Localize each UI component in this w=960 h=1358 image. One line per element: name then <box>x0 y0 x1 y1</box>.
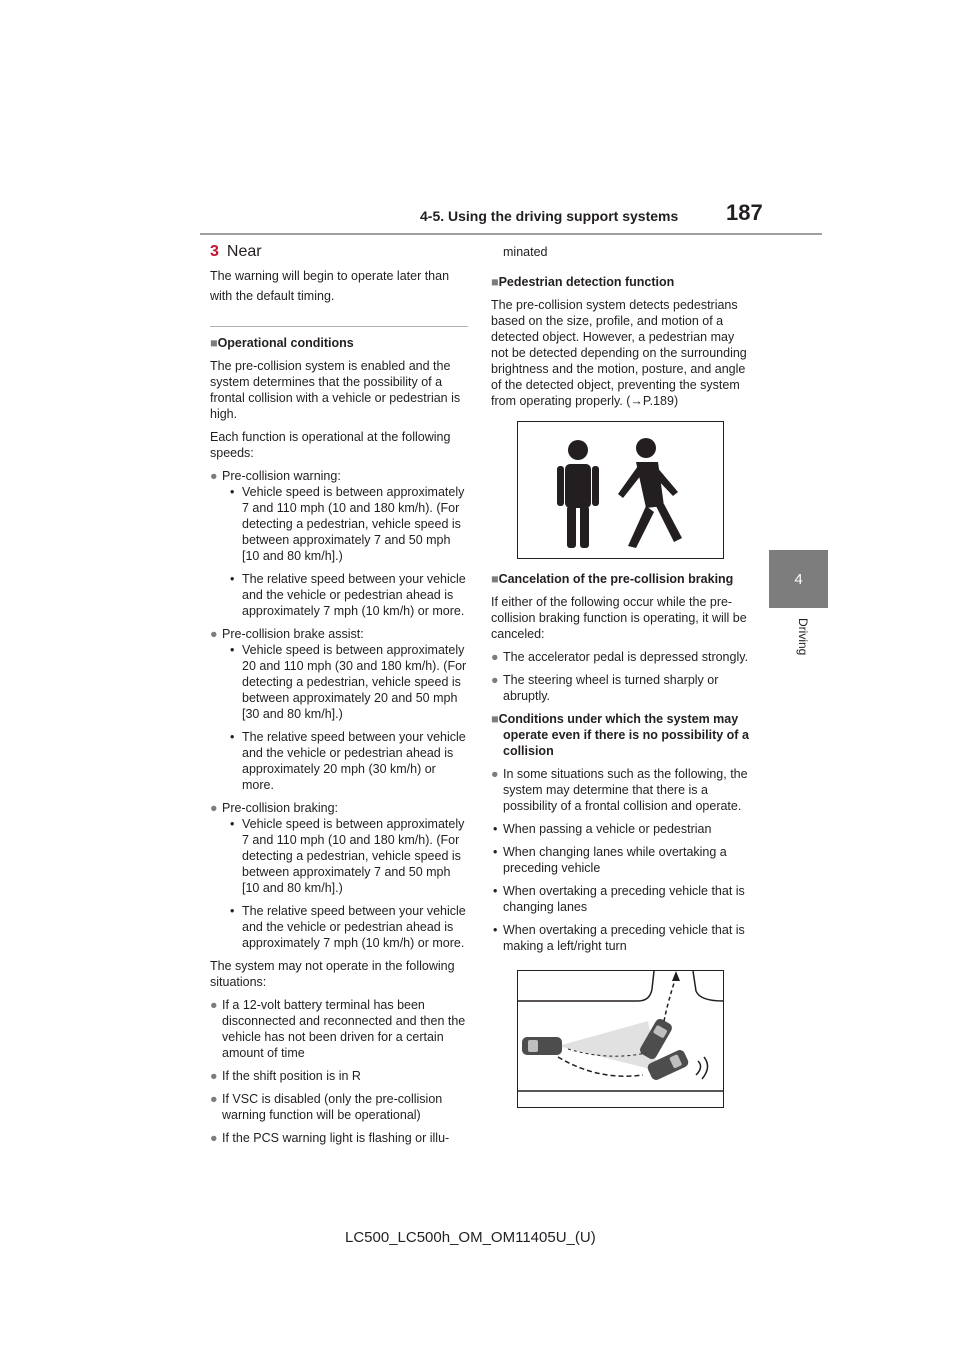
pedestrian-figure <box>517 421 724 559</box>
chapter-label: Driving <box>796 618 810 656</box>
pre-collision-warning-item: ● Pre-collision warning: • Vehicle speed is between approximately 7 and 110 mph (10 and 180 km/h). (For detecting a pedestrian, vehicle speed is between approximately 7 and 50 mph [10 and 80 km/h].) • The relative speed between your vehicle and the vehicle or pedestrian ahead is approximately 7 mph (10 km/h) or more. <box>210 469 466 618</box>
near-number: 3 <box>210 243 219 260</box>
pre-collision-braking-item: ● Pre-collision braking: • Vehicle speed is between approximately 7 and 110 mph (10 and 180 km/h). (For detecting a pedestrian, vehicle speed is between approximately 7 and 50 mph [10 and 80 km/h].) • The relative speed between your vehicle and the vehicle or pedestrian ahead is approximately 7 mph (10 km/h) or more. <box>210 801 466 950</box>
near-description: The warning will begin to operate later than with the default timing. <box>210 269 450 303</box>
condition-item: ● If VSC is disabled (only the pre-collision warning function will be operational) <box>210 1092 443 1122</box>
header-rule <box>200 233 822 235</box>
near-heading <box>210 244 468 260</box>
operational-conditions-heading: ■Operational conditions <box>210 336 354 350</box>
pre-collision-brake-assist-item: ● Pre-collision brake assist: • Vehicle speed is between approximately 20 and 110 mph (30 and 180 km/h). (For detecting a pedestrian, vehicle speed is between approximately 20 and 50 mph [30 and 80 km/h].) • The relative speed between your vehicle and the vehicle or pedestrian ahead is approximately 20 mph (30 km/h) or more. <box>210 627 467 792</box>
header-section-title: 4-5. Using the driving support systems <box>420 208 679 224</box>
false-operation-item: ● In some situations such as the following, the system may determine that there is a possibility of a frontal collision and operate. <box>491 767 748 813</box>
operational-conditions-text: The pre-collision system is enabled and the system determines that the possibility of a frontal collision with a vehicle or pedestrian is high. <box>210 359 461 421</box>
false-operation-subitem: • When overtaking a preceding vehicle that is changing lanes <box>493 884 745 914</box>
false-operation-subitem: • When overtaking a preceding vehicle that is making a left/right turn <box>493 923 745 953</box>
pedestrian-detection-heading: ■Pedestrian detection function <box>491 275 675 289</box>
false-operation-subitem: • When passing a vehicle or pedestrian <box>493 822 712 836</box>
cancelation-text: If either of the following occur while the pre-collision braking function is operating, it will be canceled: <box>491 595 747 641</box>
false-operation-heading: ■Conditions under which the system may operate even if there is no possibility of a collision <box>491 712 749 758</box>
condition-item: ● If the shift position is in R <box>210 1069 361 1083</box>
continued-text: minated <box>503 245 548 259</box>
section-divider <box>210 326 468 327</box>
right-column <box>491 244 749 1120</box>
may-not-operate-text: The system may not operate in the following situations: <box>210 959 455 989</box>
cancelation-heading: ■Cancelation of the pre-collision braking <box>491 572 734 586</box>
condition-item: ● If a 12-volt battery terminal has been disconnected and reconnected and then the vehicle has not been driven for a certain amount of time <box>210 998 466 1060</box>
document-code: LC500_LC500h_OM_OM11405U_(U) <box>345 1229 596 1246</box>
cancelation-item: ● The accelerator pedal is depressed strongly. <box>491 650 749 664</box>
false-operation-subitem: • When changing lanes while overtaking a preceding vehicle <box>493 845 727 875</box>
overtaking-figure <box>517 970 724 1108</box>
pedestrian-detection-text: The pre-collision system detects pedestrians based on the size, profile, and motion of a detected object. However, a pedestrian may not be detected depending on the surrounding brightness and the motion, posture, and angle of the detected object, preventing the system from operating properly. (→P.189) <box>491 298 747 408</box>
overtaking-illustration <box>518 971 723 1107</box>
operational-speeds-text: Each function is operational at the following speeds: <box>210 430 451 460</box>
left-column <box>210 244 468 1153</box>
condition-item: ● If the PCS warning light is flashing or illu- <box>210 1131 450 1145</box>
near-title: Near <box>226 243 262 260</box>
pedestrian-illustration <box>518 422 723 558</box>
page-number: 187 <box>726 200 763 225</box>
chapter-tab: 4 <box>769 550 828 608</box>
cancelation-item: ● The steering wheel is turned sharply or abruptly. <box>491 673 719 703</box>
